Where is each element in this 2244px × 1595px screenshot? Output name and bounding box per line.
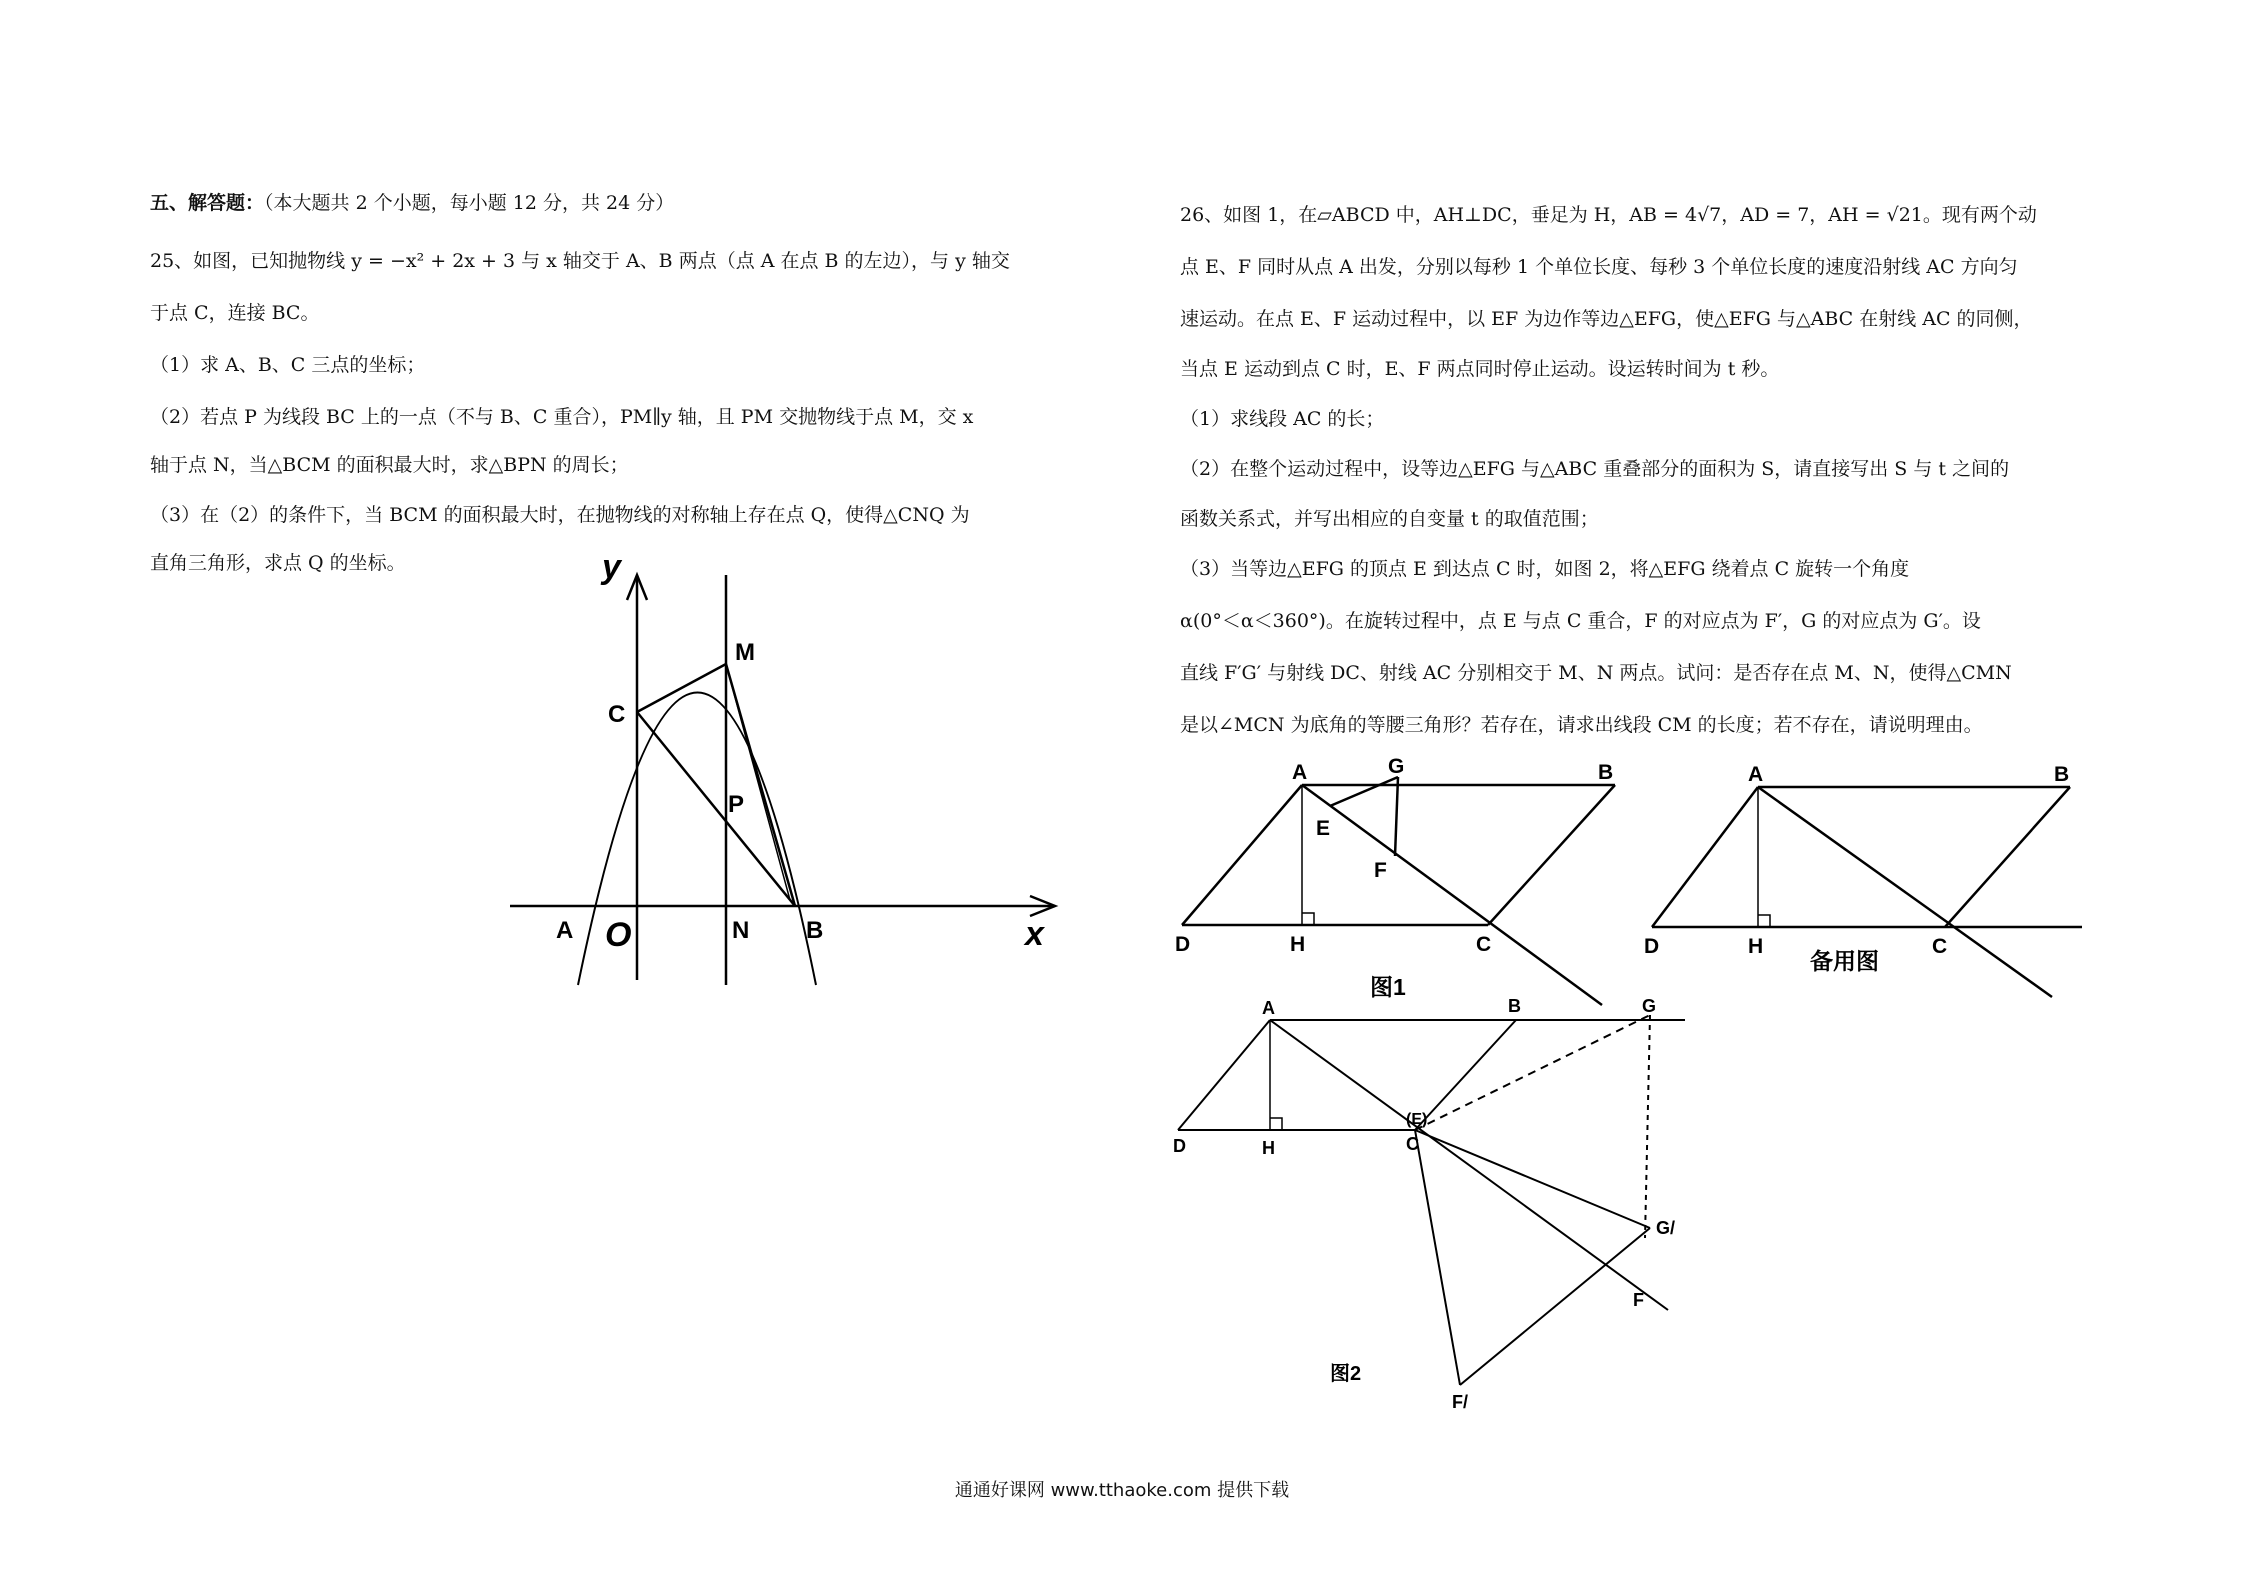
spare-right-angle-h xyxy=(1758,915,1770,927)
label-m: M xyxy=(735,639,755,666)
section-note: （本大题共 2 个小题，每小题 12 分，共 24 分） xyxy=(264,192,675,214)
fig2-caption: 图2 xyxy=(1330,1363,1362,1385)
q25-line-4: （2）若点 P 为线段 BC 上的一点（不与 B、C 重合），PM∥y 轴，且 PM 交抛物线于点 M，交 x xyxy=(150,406,974,428)
label-b: B xyxy=(806,917,824,944)
fig2-label-f-prime: F/ xyxy=(1452,1392,1468,1412)
q25-line-5: 轴于点 N，当△BCM 的面积最大时，求△BPN 的周长； xyxy=(150,454,629,476)
ray-ac xyxy=(1302,785,1602,1005)
fig2-label-d: D xyxy=(1173,1136,1186,1156)
q26-figure-1 xyxy=(1170,755,1630,1015)
fig2-label-e: (E) xyxy=(1406,1111,1428,1128)
q25-line-6: （3）在（2）的条件下，当 BCM 的面积最大时，在抛物线的对称轴上存在点 Q，使得△CNQ 为 xyxy=(150,504,970,526)
label-y: y xyxy=(602,548,621,586)
fig2-label-a: A xyxy=(1262,998,1275,1018)
fig2-segment-cf-prime xyxy=(1415,1130,1460,1385)
segment-cm xyxy=(637,664,726,712)
fig2-label-g: G xyxy=(1642,996,1657,1016)
q25-line-3: （1）求 A、B、C 三点的坐标； xyxy=(150,354,426,376)
label-c: C xyxy=(608,701,626,728)
fig2-segment-fg-prime xyxy=(1460,1228,1650,1385)
right-angle-h xyxy=(1302,913,1314,925)
fig1-caption: 图1 xyxy=(1370,974,1406,1000)
fig2-segment-cb xyxy=(1415,1020,1516,1130)
fig2-ray-ac xyxy=(1270,1020,1668,1310)
spare-ray-ac xyxy=(1758,787,2052,997)
fig2-right-angle-h xyxy=(1270,1118,1282,1130)
q25-line-2: 于点 C，连接 BC。 xyxy=(150,302,320,324)
fig1-label-b: B xyxy=(1598,761,1614,784)
label-x: x xyxy=(1025,915,1044,953)
q26-line-11: 是以∠MCN 为底角的等腰三角形？若存在，请求出线段 CM 的长度；若不存在，请说明理由。 xyxy=(1180,714,1983,736)
fig2-segment-cg-prime xyxy=(1415,1130,1650,1228)
spare-label-b: B xyxy=(2054,763,2070,786)
segment-cb xyxy=(1488,785,1615,925)
fig2-dashed-cg xyxy=(1415,1015,1650,1130)
fig1-label-h: H xyxy=(1290,933,1306,956)
segment-cb xyxy=(637,712,795,906)
fig2-label-g-prime: G/ xyxy=(1656,1218,1676,1238)
fig2-dashed-gf xyxy=(1645,1015,1650,1238)
spare-label-a: A xyxy=(1748,763,1764,786)
fig1-label-f: F xyxy=(1374,859,1387,882)
label-p: P xyxy=(728,791,745,818)
q25-line-7: 直角三角形，求点 Q 的坐标。 xyxy=(150,552,406,574)
q26-line-9: α(0°＜α＜360°)。在旋转过程中，点 E 与点 C 重合，F 的对应点为 F′，G 的对应点为 G′。设 xyxy=(1180,610,1981,632)
fig2-label-c: C xyxy=(1406,1134,1419,1154)
fig2-label-f: F xyxy=(1633,1290,1644,1310)
fig2-segment-da xyxy=(1178,1020,1270,1130)
fig1-label-d: D xyxy=(1175,933,1191,956)
section-title: 五、解答题 xyxy=(150,192,246,214)
q26-figure-2 xyxy=(1170,990,1710,1430)
q26-line-8: （3）当等边△EFG 的顶点 E 到达点 C 时，如图 2，将△EFG 绕着点 C 旋转一个角度 xyxy=(1180,558,1910,580)
segment-gf xyxy=(1395,777,1398,856)
spare-label-d: D xyxy=(1644,935,1660,958)
fig2-label-b: B xyxy=(1508,996,1521,1016)
fig1-label-e: E xyxy=(1316,817,1331,840)
q26-line-4: 当点 E 运动到点 C 时，E、F 两点同时停止运动。设运转时间为 t 秒。 xyxy=(1180,358,1780,380)
spare-segment-cb xyxy=(1945,787,2070,927)
segment-eg xyxy=(1330,777,1398,806)
q26-line-10: 直线 F′G′ 与射线 DC、射线 AC 分别相交于 M、N 两点。试问：是否存在点 M、N，使得△CMN xyxy=(1180,662,2012,684)
page-footer: 通通好课网 www.tthaoke.com 提供下载 xyxy=(954,1480,1290,1501)
spare-label-c: C xyxy=(1932,935,1948,958)
q25-figure xyxy=(500,550,1080,990)
q26-line-1: 26、如图 1，在▱ABCD 中，AH⊥DC，垂足为 H，AB = 4√7，AD = 7，AH = √21。现有两个动 xyxy=(1180,204,2037,226)
section-heading: 五、解答题：（本大题共 2 个小题，每小题 12 分，共 24 分） xyxy=(150,192,675,214)
segment-da xyxy=(1182,785,1302,925)
spare-label-h: H xyxy=(1748,935,1764,958)
q26-line-5: （1）求线段 AC 的长； xyxy=(1180,408,1385,430)
segment-mb-inner xyxy=(726,664,790,900)
label-n: N xyxy=(732,917,750,944)
q26-line-3: 速运动。在点 E、F 运动过程中，以 EF 为边作等边△EFG，使△EFG 与△ABC 在射线 AC 的同侧， xyxy=(1180,308,2033,330)
label-a: A xyxy=(556,917,574,944)
fig1-label-a: A xyxy=(1292,761,1308,784)
q26-line-7: 函数关系式，并写出相应的自变量 t 的取值范围； xyxy=(1180,508,1599,530)
label-o: O xyxy=(605,916,632,954)
fig2-label-h: H xyxy=(1262,1138,1275,1158)
fig1-label-g: G xyxy=(1388,755,1405,778)
q26-figure-spare xyxy=(1640,755,2090,1015)
fig1-label-c: C xyxy=(1476,933,1492,956)
q26-line-2: 点 E、F 同时从点 A 出发，分别以每秒 1 个单位长度、每秒 3 个单位长度的速度沿射线 AC 方向匀 xyxy=(1180,256,2018,278)
spare-segment-da xyxy=(1652,787,1758,927)
spare-caption: 备用图 xyxy=(1810,948,1879,974)
q26-line-6: （2）在整个运动过程中，设等边△EFG 与△ABC 重叠部分的面积为 S，请直接写出 S 与 t 之间的 xyxy=(1180,458,2010,480)
q25-line-1: 25、如图，已知抛物线 y = −x² + 2x + 3 与 x 轴交于 A、B 两点（点 A 在点 B 的左边），与 y 轴交 xyxy=(150,250,1010,272)
